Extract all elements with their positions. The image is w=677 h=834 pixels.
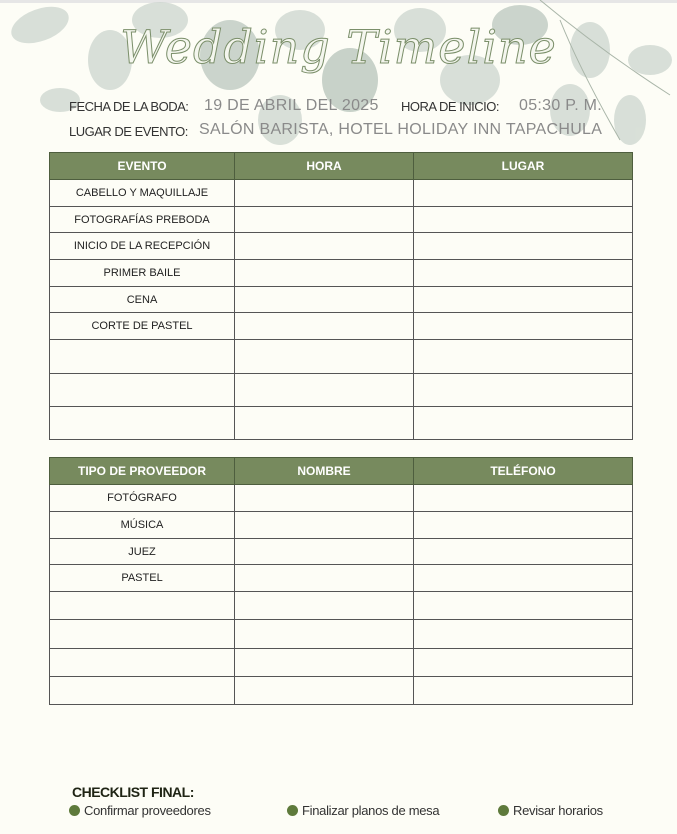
- empty-cell[interactable]: [235, 374, 414, 407]
- header-telefono: TELÉFONO: [414, 458, 633, 485]
- checklist-item-label: Confirmar proveedores: [84, 803, 211, 818]
- row-label-cell: [50, 592, 235, 620]
- empty-cell[interactable]: [414, 539, 633, 565]
- empty-cell[interactable]: [235, 313, 414, 340]
- row-label-cell: JUEZ: [50, 539, 235, 565]
- row-label-cell: INICIO DE LA RECEPCIÓN: [50, 233, 235, 260]
- empty-cell[interactable]: [235, 565, 414, 592]
- row-label-cell: [50, 340, 235, 374]
- table-row: [50, 287, 633, 313]
- empty-cell[interactable]: [414, 407, 633, 440]
- checklist-title: CHECKLIST FINAL:: [72, 784, 194, 800]
- empty-cell[interactable]: [235, 649, 414, 677]
- empty-cell[interactable]: [414, 677, 633, 705]
- table-row: [50, 649, 633, 677]
- table-row: [50, 260, 633, 287]
- checklist-item-label: Revisar horarios: [513, 803, 603, 818]
- header-hora: HORA: [235, 153, 414, 180]
- table-row: [50, 620, 633, 649]
- row-label-cell: CABELLO Y MAQUILLAJE: [50, 180, 235, 207]
- empty-cell[interactable]: [414, 287, 633, 313]
- empty-cell[interactable]: [414, 233, 633, 260]
- row-label-cell: CENA: [50, 287, 235, 313]
- table-row: [50, 374, 633, 407]
- empty-cell[interactable]: [235, 539, 414, 565]
- table-row: [50, 677, 633, 705]
- table-row: [50, 539, 633, 565]
- header-evento: EVENTO: [50, 153, 235, 180]
- row-label-cell: FOTÓGRAFO: [50, 485, 235, 512]
- row-label-cell: [50, 407, 235, 440]
- date-label: FECHA DE LA BODA:: [69, 99, 189, 114]
- empty-cell[interactable]: [414, 512, 633, 539]
- empty-cell[interactable]: [414, 374, 633, 407]
- header-tipo-proveedor: TIPO DE PROVEEDOR: [50, 458, 235, 485]
- checklist-item: [498, 803, 603, 818]
- table-row: [50, 512, 633, 539]
- empty-cell[interactable]: [235, 407, 414, 440]
- checklist-item: [69, 803, 211, 818]
- empty-cell[interactable]: [414, 180, 633, 207]
- empty-cell[interactable]: [235, 620, 414, 649]
- table-row: [50, 207, 633, 233]
- empty-cell[interactable]: [235, 207, 414, 233]
- row-label-cell: PRIMER BAILE: [50, 260, 235, 287]
- header-lugar: LUGAR: [414, 153, 633, 180]
- row-label-cell: CORTE DE PASTEL: [50, 313, 235, 340]
- empty-cell[interactable]: [235, 287, 414, 313]
- checklist-item-label: Finalizar planos de mesa: [302, 803, 440, 818]
- empty-cell[interactable]: [414, 620, 633, 649]
- table-row: [50, 565, 633, 592]
- vendors-table: [49, 457, 633, 705]
- time-value: 05:30 P. M.: [519, 97, 603, 114]
- place-label: LUGAR DE EVENTO:: [69, 124, 188, 139]
- row-label-cell: FOTOGRAFÍAS PREBODA: [50, 207, 235, 233]
- empty-cell[interactable]: [235, 485, 414, 512]
- table-row: [50, 233, 633, 260]
- events-table: [49, 152, 633, 440]
- empty-cell[interactable]: [414, 260, 633, 287]
- table-row: [50, 180, 633, 207]
- row-label-cell: MÚSICA: [50, 512, 235, 539]
- empty-cell[interactable]: [414, 485, 633, 512]
- place-value: SALÓN BARISTA, HOTEL HOLIDAY INN TAPACHULA: [199, 121, 603, 138]
- empty-cell[interactable]: [235, 260, 414, 287]
- row-label-cell: [50, 677, 235, 705]
- table-row: [50, 407, 633, 440]
- checklist-item: [287, 803, 439, 818]
- empty-cell[interactable]: [414, 313, 633, 340]
- empty-cell[interactable]: [414, 592, 633, 620]
- empty-cell[interactable]: [414, 340, 633, 374]
- table-row: [50, 313, 633, 340]
- bullet-dot-icon: [287, 805, 298, 816]
- empty-cell[interactable]: [235, 233, 414, 260]
- table-row: [50, 485, 633, 512]
- empty-cell[interactable]: [235, 180, 414, 207]
- date-value: 19 DE ABRIL DEL 2025: [204, 97, 379, 114]
- bullet-dot-icon: [498, 805, 509, 816]
- empty-cell[interactable]: [235, 592, 414, 620]
- row-label-cell: PASTEL: [50, 565, 235, 592]
- table-row: [50, 340, 633, 374]
- time-label: HORA DE INICIO:: [401, 99, 499, 114]
- row-label-cell: [50, 620, 235, 649]
- empty-cell[interactable]: [414, 207, 633, 233]
- empty-cell[interactable]: [235, 677, 414, 705]
- row-label-cell: [50, 649, 235, 677]
- empty-cell[interactable]: [235, 340, 414, 374]
- row-label-cell: [50, 374, 235, 407]
- empty-cell[interactable]: [414, 649, 633, 677]
- bullet-dot-icon: [69, 805, 80, 816]
- header-nombre: NOMBRE: [235, 458, 414, 485]
- empty-cell[interactable]: [414, 565, 633, 592]
- empty-cell[interactable]: [235, 512, 414, 539]
- page-title: Wedding Timeline: [120, 20, 557, 74]
- table-row: [50, 592, 633, 620]
